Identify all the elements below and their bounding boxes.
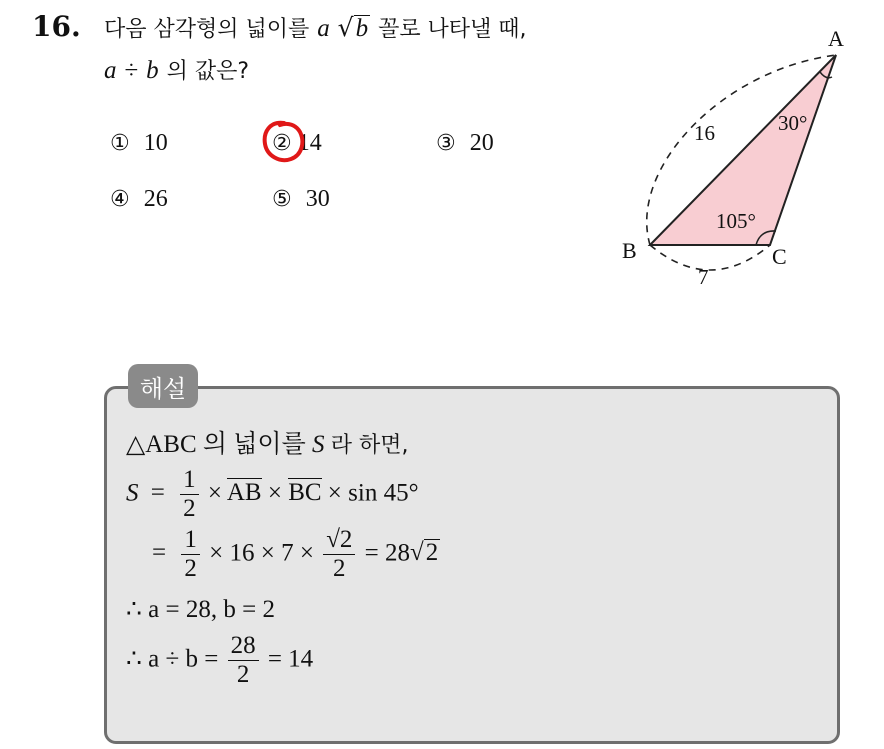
solution-l1-post: 라 하면,	[330, 433, 409, 458]
times-6: ×	[299, 539, 314, 567]
fraction-half-2	[181, 526, 200, 583]
half-numerator-2: 1	[181, 526, 200, 555]
question-line-2	[104, 54, 249, 85]
fraction-half	[180, 466, 199, 523]
choice-1[interactable]	[110, 130, 168, 157]
choice-2-num: ②	[272, 131, 292, 156]
solution-tag: 해설	[128, 364, 198, 408]
fraction-sqrt2	[323, 526, 355, 583]
solution-l2-eq: =	[150, 479, 165, 507]
choice-4-value: 26	[143, 186, 168, 212]
half-numerator: 1	[180, 466, 199, 495]
solution-line-5	[126, 632, 313, 689]
sqrt2-denominator: 2	[333, 554, 346, 582]
segment-ab: AB	[226, 479, 262, 507]
angle-c-label: 105°	[716, 209, 756, 233]
choice-3-num: ③	[436, 131, 456, 156]
arc-bc	[650, 245, 770, 270]
result-28: = 28	[364, 539, 411, 567]
var-b: b	[146, 57, 159, 84]
solution-line-3	[152, 526, 440, 583]
choice-4[interactable]	[110, 186, 168, 213]
divide-sign: ÷	[124, 57, 139, 84]
solution-line-2	[126, 466, 419, 523]
frac28-numerator: 28	[228, 632, 259, 661]
solution-l5-post: = 14	[267, 645, 314, 673]
times-2: ×	[267, 479, 282, 507]
times-5: ×	[260, 539, 275, 567]
var-a: a	[317, 15, 330, 42]
choice-4-num: ④	[110, 187, 130, 212]
vertex-a-label: A	[828, 26, 844, 51]
choice-5-num: ⑤	[272, 187, 292, 212]
question-line-1	[104, 12, 527, 43]
angle-a-label: 30°	[778, 111, 808, 135]
choice-2-value: 14	[297, 130, 322, 156]
question-number: 16.	[32, 10, 81, 43]
segment-bc: BC	[288, 479, 322, 507]
half-denominator-2: 2	[184, 554, 197, 582]
choice-5[interactable]	[272, 186, 330, 213]
solution-line-4: ∴ a = 28, b = 2	[126, 596, 275, 623]
sqrt-b: √b	[337, 13, 369, 42]
sin-45: sin 45°	[348, 479, 419, 507]
choice-3-value: 20	[469, 130, 494, 156]
solution-l1-pre: △ABC 의 넓이를	[126, 431, 306, 458]
result-sqrt: √2	[410, 539, 439, 567]
vertex-b-label: B	[622, 238, 637, 263]
solution-line-1	[126, 424, 408, 460]
value-7: 7	[281, 539, 294, 567]
choice-1-value: 10	[143, 130, 168, 156]
side-ab-label: 16	[694, 121, 715, 145]
question-text-pre: 다음 삼각형의 넓이를	[104, 17, 310, 42]
times-4: ×	[209, 539, 224, 567]
fraction-28-2	[228, 632, 259, 689]
times-1: ×	[207, 479, 222, 507]
solution-var-s: S	[311, 431, 325, 458]
value-16: 16	[229, 539, 255, 567]
answer-circle-mark	[258, 116, 310, 168]
question-text-2: 의 값은?	[166, 59, 250, 84]
solution-l5-pre: ∴ a ÷ b =	[126, 645, 219, 673]
choice-1-num: ①	[110, 131, 130, 156]
choice-3[interactable]	[436, 130, 494, 157]
vertex-c-label: C	[772, 244, 787, 269]
question-text-post: 꼴로 나타낼 때,	[378, 17, 527, 42]
result-sqrt-arg: 2	[425, 539, 439, 567]
solution-l2-s: S	[126, 479, 139, 507]
sqrt2-numerator: √2	[323, 526, 355, 555]
times-3: ×	[327, 479, 342, 507]
side-bc-label: 7	[698, 265, 709, 289]
solution-l3-eq: =	[152, 539, 167, 567]
frac28-denominator: 2	[236, 660, 250, 688]
sqrt-b-arg: b	[355, 15, 369, 42]
choice-5-value: 30	[305, 186, 330, 212]
var-a-2: a	[104, 57, 117, 84]
triangle-figure	[610, 20, 860, 290]
half-denominator: 2	[183, 494, 196, 522]
